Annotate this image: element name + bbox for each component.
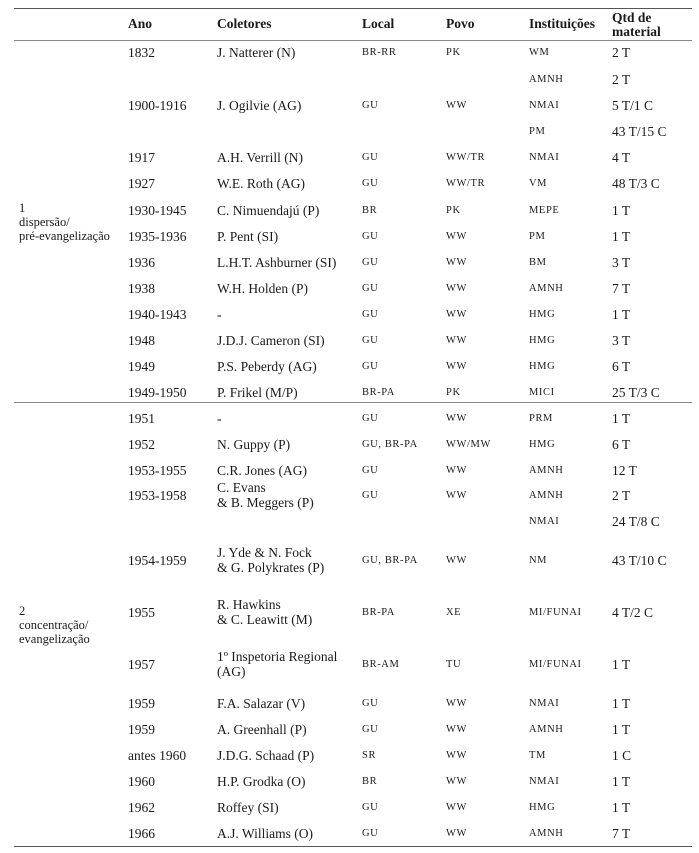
cell-local: BR — [362, 204, 378, 216]
cell-local: GU — [362, 697, 379, 709]
cell-ano: 1966 — [128, 825, 155, 841]
cell-local: GU — [362, 412, 379, 424]
header-instituicoes: Instituições — [529, 16, 596, 31]
cell-local: GU — [362, 360, 379, 372]
cell-qtd: 12 T — [612, 462, 637, 478]
cell-local: GU — [362, 282, 379, 294]
group-divider-rule — [14, 402, 692, 403]
cell-ano: antes 1960 — [128, 747, 187, 763]
cell-coletores: J. Natterer (N) — [217, 44, 296, 60]
cell-coletores: A.H. Verrill (N) — [217, 149, 303, 165]
cell-instituicao: WM — [529, 46, 550, 58]
cell-povo: TU — [446, 658, 462, 670]
cell-qtd: 2 T — [612, 71, 631, 87]
cell-local: GU — [362, 230, 379, 242]
group-line-1: dispersão/ — [19, 215, 70, 229]
cell-instituicao: NMAI — [529, 151, 560, 163]
cell-coletores: C. Nimuendajú (P) — [217, 202, 320, 218]
cell-local: SR — [362, 749, 377, 761]
cell-coletores: P.S. Peberdy (AG) — [217, 358, 317, 374]
cell-povo: PK — [446, 386, 461, 398]
cell-coletores: P. Frikel (M/P) — [217, 384, 298, 400]
cell-coletores: - — [217, 306, 222, 322]
bottom-rule — [14, 846, 692, 847]
cell-local: BR-RR — [362, 46, 397, 58]
cell-instituicao: TM — [529, 749, 546, 761]
cell-qtd: 1 T — [612, 799, 631, 815]
group-number: 1 — [19, 201, 26, 215]
header-ano: Ano — [128, 16, 153, 31]
header-qtd-line2: material — [612, 24, 661, 39]
cell-qtd: 1 T — [612, 721, 631, 737]
cell-povo: WW — [446, 99, 468, 111]
cell-ano: 1960 — [128, 773, 155, 789]
cell-instituicao: NMAI — [529, 515, 560, 527]
cell-coletores: - — [217, 410, 222, 426]
cell-qtd: 1 T — [612, 306, 631, 322]
cell-ano: 1952 — [128, 436, 155, 452]
cell-qtd: 43 T/10 C — [612, 552, 667, 568]
cell-qtd: 48 T/3 C — [612, 175, 660, 191]
cell-povo: XE — [446, 606, 462, 618]
cell-povo: WW — [446, 775, 468, 787]
cell-local: BR-PA — [362, 606, 395, 618]
cell-qtd: 1 T — [612, 695, 631, 711]
cell-instituicao: AMNH — [529, 464, 564, 476]
cell-instituicao: HMG — [529, 360, 556, 372]
cell-povo: WW — [446, 412, 468, 424]
cell-povo: WW — [446, 334, 468, 346]
cell-coletores-line2: (AG) — [217, 664, 246, 679]
cell-instituicao: AMNH — [529, 827, 564, 839]
cell-local: GU — [362, 308, 379, 320]
cell-povo: PK — [446, 46, 461, 58]
cell-qtd: 4 T/2 C — [612, 604, 654, 620]
cell-instituicao: HMG — [529, 334, 556, 346]
group-line-1: concentração/ — [19, 618, 89, 632]
header-qtd-line1: Qtd de — [612, 10, 652, 25]
cell-instituicao: NMAI — [529, 99, 560, 111]
cell-coletores: L.H.T. Ashburner (SI) — [217, 254, 337, 270]
cell-qtd: 4 T — [612, 149, 631, 165]
cell-ano: 1917 — [128, 149, 155, 165]
cell-coletores-line1: 1º Inspetoria Regional — [217, 649, 338, 664]
cell-povo: WW — [446, 464, 468, 476]
cell-povo: WW — [446, 256, 468, 268]
cell-coletores: C.R. Jones (AG) — [217, 462, 307, 478]
cell-ano: 1936 — [128, 254, 155, 270]
cell-qtd: 43 T/15 C — [612, 123, 667, 139]
cell-qtd: 2 T — [612, 44, 631, 60]
cell-instituicao: PM — [529, 230, 546, 242]
cell-ano: 1900-1916 — [128, 97, 187, 113]
cell-coletores-line2: & G. Polykrates (P) — [217, 560, 325, 575]
cell-ano: 1959 — [128, 695, 155, 711]
cell-qtd: 7 T — [612, 825, 631, 841]
cell-instituicao: MI/FUNAI — [529, 606, 582, 618]
cell-ano: 1927 — [128, 175, 155, 191]
cell-coletores-line2: & B. Meggers (P) — [217, 495, 314, 510]
cell-local: GU — [362, 99, 379, 111]
cell-coletores: Roffey (SI) — [217, 799, 279, 815]
cell-instituicao: AMNH — [529, 73, 564, 85]
cell-local: GU — [362, 723, 379, 735]
cell-local: GU, BR-PA — [362, 554, 418, 566]
cell-coletores: H.P. Grodka (O) — [217, 773, 306, 789]
cell-ano: 1949 — [128, 358, 155, 374]
header-local: Local — [362, 16, 395, 31]
cell-ano: 1959 — [128, 721, 155, 737]
cell-qtd: 1 C — [612, 747, 632, 763]
cell-ano: 1962 — [128, 799, 155, 815]
cell-coletores: J.D.G. Schaad (P) — [217, 747, 315, 763]
cell-ano: 1949-1950 — [128, 384, 187, 400]
group-line-2: evangelização — [19, 632, 90, 646]
cell-ano: 1951 — [128, 410, 155, 426]
cell-qtd: 1 T — [612, 228, 631, 244]
cell-coletores: A. Greenhall (P) — [217, 721, 307, 737]
cell-qtd: 2 T — [612, 487, 631, 503]
cell-qtd: 6 T — [612, 436, 631, 452]
cell-coletores-line1: R. Hawkins — [217, 597, 281, 612]
cell-ano: 1938 — [128, 280, 155, 296]
cell-qtd: 7 T — [612, 280, 631, 296]
cell-qtd: 1 T — [612, 656, 631, 672]
cell-qtd: 25 T/3 C — [612, 384, 660, 400]
header-rule — [14, 40, 692, 41]
cell-coletores-line1: C. Evans — [217, 480, 266, 495]
cell-local: GU — [362, 151, 379, 163]
cell-coletores: A.J. Williams (O) — [217, 825, 313, 841]
cell-coletores-line2: & C. Leawitt (M) — [217, 612, 313, 627]
group-line-2: pré-evangelização — [19, 229, 110, 243]
cell-ano: 1832 — [128, 44, 155, 60]
cell-ano: 1948 — [128, 332, 155, 348]
cell-instituicao: NMAI — [529, 775, 560, 787]
cell-instituicao: NM — [529, 554, 548, 566]
cell-povo: WW — [446, 308, 468, 320]
cell-povo: WW — [446, 360, 468, 372]
cell-instituicao: AMNH — [529, 723, 564, 735]
cell-local: BR-AM — [362, 658, 400, 670]
cell-qtd: 24 T/8 C — [612, 513, 660, 529]
cell-qtd: 5 T/1 C — [612, 97, 654, 113]
cell-ano: 1957 — [128, 656, 155, 672]
cell-coletores: N. Guppy (P) — [217, 436, 291, 452]
cell-qtd: 1 T — [612, 410, 631, 426]
cell-ano: 1953-1958 — [128, 487, 187, 503]
cell-povo: WW — [446, 230, 468, 242]
cell-instituicao: MI/FUNAI — [529, 658, 582, 670]
cell-instituicao: HMG — [529, 801, 556, 813]
cell-instituicao: MICI — [529, 386, 555, 398]
cell-instituicao: HMG — [529, 438, 556, 450]
cell-local: BR — [362, 775, 378, 787]
group-number: 2 — [19, 604, 26, 618]
cell-instituicao: BM — [529, 256, 547, 268]
cell-ano: 1955 — [128, 604, 155, 620]
cell-ano: 1930-1945 — [128, 202, 187, 218]
cell-local: BR-PA — [362, 386, 395, 398]
cell-qtd: 1 T — [612, 773, 631, 789]
cell-instituicao: HMG — [529, 308, 556, 320]
cell-local: GU — [362, 334, 379, 346]
cell-ano: 1954-1959 — [128, 552, 187, 568]
cell-instituicao: MEPE — [529, 204, 560, 216]
cell-instituicao: NMAI — [529, 697, 560, 709]
cell-ano: 1935-1936 — [128, 228, 187, 244]
cell-coletores: J.D.J. Cameron (SI) — [217, 332, 325, 348]
cell-povo: WW — [446, 749, 468, 761]
cell-povo: WW — [446, 801, 468, 813]
cell-local: GU, BR-PA — [362, 438, 418, 450]
cell-povo: PK — [446, 204, 461, 216]
cell-qtd: 1 T — [612, 202, 631, 218]
cell-instituicao: AMNH — [529, 282, 564, 294]
cell-instituicao: VM — [529, 177, 548, 189]
cell-povo: WW/MW — [446, 438, 491, 450]
cell-local: GU — [362, 801, 379, 813]
top-rule — [14, 8, 692, 9]
header-coletores: Coletores — [217, 16, 272, 31]
cell-povo: WW — [446, 827, 468, 839]
cell-instituicao: PRM — [529, 412, 553, 424]
cell-local: GU — [362, 256, 379, 268]
cell-povo: WW/TR — [446, 151, 486, 163]
cell-ano: 1953-1955 — [128, 462, 187, 478]
cell-qtd: 6 T — [612, 358, 631, 374]
cell-qtd: 3 T — [612, 332, 631, 348]
cell-instituicao: PM — [529, 125, 546, 137]
cell-local: GU — [362, 489, 379, 501]
cell-povo: WW — [446, 697, 468, 709]
cell-local: GU — [362, 464, 379, 476]
cell-ano: 1940-1943 — [128, 306, 187, 322]
cell-coletores: P. Pent (SI) — [217, 228, 279, 244]
cell-povo: WW — [446, 723, 468, 735]
cell-local: GU — [362, 177, 379, 189]
cell-povo: WW/TR — [446, 177, 486, 189]
cell-coletores: F.A. Salazar (V) — [217, 695, 306, 711]
cell-local: GU — [362, 827, 379, 839]
header-povo: Povo — [446, 16, 475, 31]
cell-coletores-line1: J. Yde & N. Fock — [217, 545, 312, 560]
cell-povo: WW — [446, 282, 468, 294]
cell-coletores: J. Ogilvie (AG) — [217, 97, 302, 113]
cell-coletores: W.E. Roth (AG) — [217, 175, 305, 191]
cell-instituicao: AMNH — [529, 489, 564, 501]
cell-povo: WW — [446, 489, 468, 501]
cell-qtd: 3 T — [612, 254, 631, 270]
cell-povo: WW — [446, 554, 468, 566]
cell-coletores: W.H. Holden (P) — [217, 280, 308, 296]
